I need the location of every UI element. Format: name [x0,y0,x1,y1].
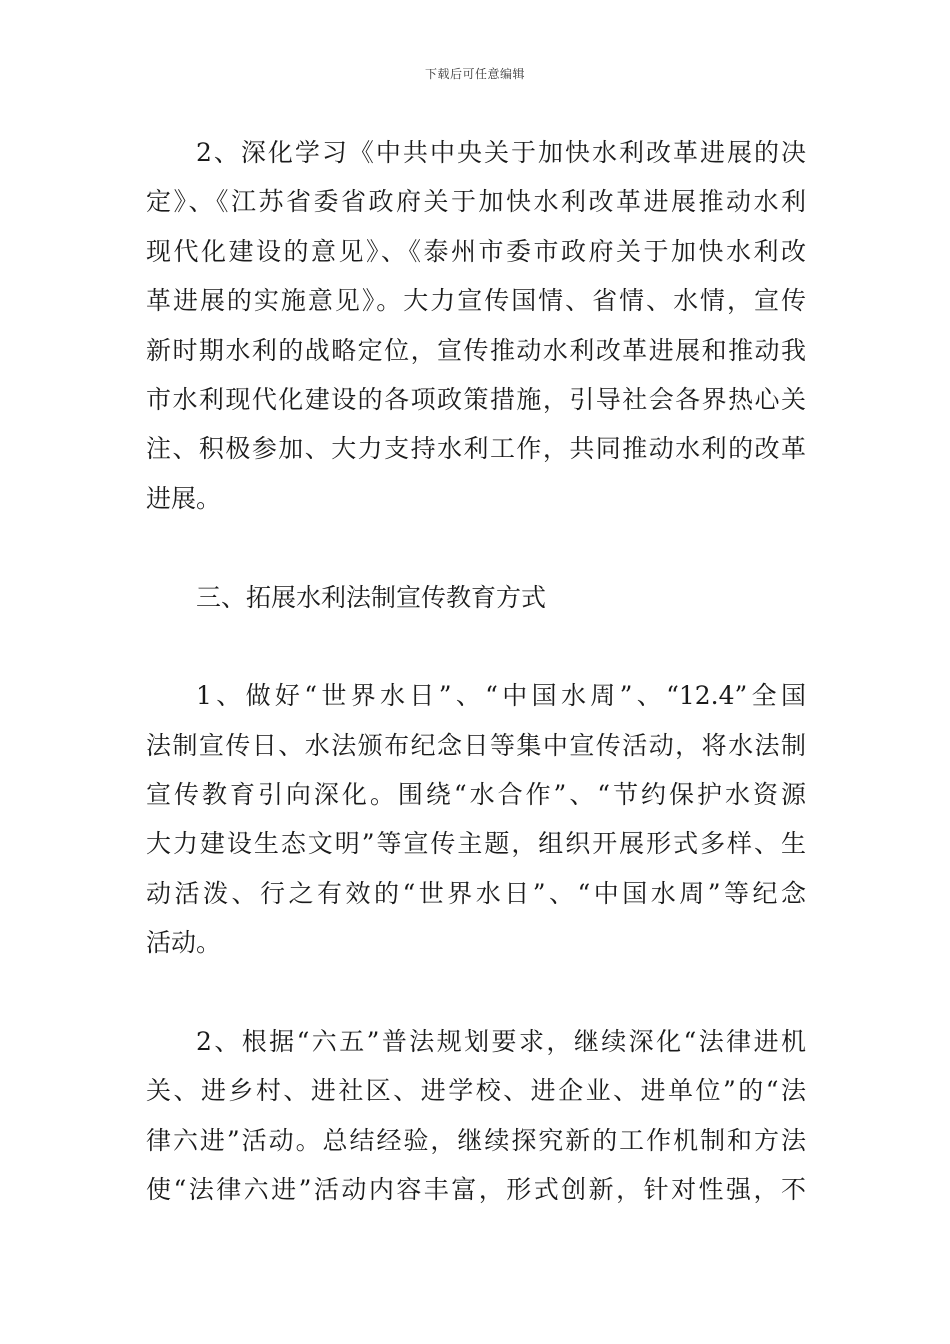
text-line: 2、深化学习《中共中央关于加快水利改革进展的决 [196,138,806,167]
text-line: 律六进”活动。总结经验，继续探究新的工作机制和方法 [146,1125,806,1155]
text-line: 使“法律六进”活动内容丰富，形式创新，针对性强，不 [146,1175,806,1205]
text-line: 定》、《江苏省委省政府关于加快水利改革进展推动水利 [146,187,806,217]
paragraph-gap [146,968,806,1017]
text-line: 大力建设生态文明”等宣传主题，组织开展形式多样、生 [146,829,806,859]
text-line: 现代化建设的意见》、《泰州市委市政府关于加快水利改 [146,236,806,266]
page-header: 下载后可任意编辑 [424,67,525,81]
text-line: 活动。 [146,928,222,958]
text-line: 注、积极参加、大力支持水利工作，共同推动水利的改革 [146,434,806,464]
text-line: 进展。 [146,483,222,513]
text-line: 1、做好“世界水日”、“中国水周”、“12.4”全国 [196,681,806,711]
text-line: 市水利现代化建设的各项政策措施，引导社会各界热心关 [146,384,806,414]
text-line: 法制宣传日、水法颁布纪念日等集中宣传活动，将水法制 [146,730,806,760]
paragraph-policy-study [146,128,806,523]
paragraph-publicity-events [146,671,806,967]
paragraph-law-six-entries [146,1017,806,1215]
text-line: 新时期水利的战略定位，宣传推动水利改革进展和推动我 [146,335,806,365]
heading-text: 三、拓展水利法制宣传教育方式 [196,582,547,612]
paragraph-gap [146,622,806,671]
text-line: 革进展的实施意见》。大力宣传国情、省情、水情，宣传 [146,286,806,316]
text-line: 宣传教育引向深化。围绕“水合作”、“节约保护水资源 [146,780,806,810]
document-body [146,128,806,1215]
text-line: 2、根据“六五”普法规划要求，继续深化“法律进机 [196,1027,806,1057]
paragraph-gap [146,523,806,572]
text-line: 动活泼、行之有效的“世界水日”、“中国水周”等纪念 [146,878,806,908]
section-heading [146,573,806,622]
text-line: 关、进乡村、进社区、进学校、进企业、进单位”的“法 [146,1076,806,1106]
